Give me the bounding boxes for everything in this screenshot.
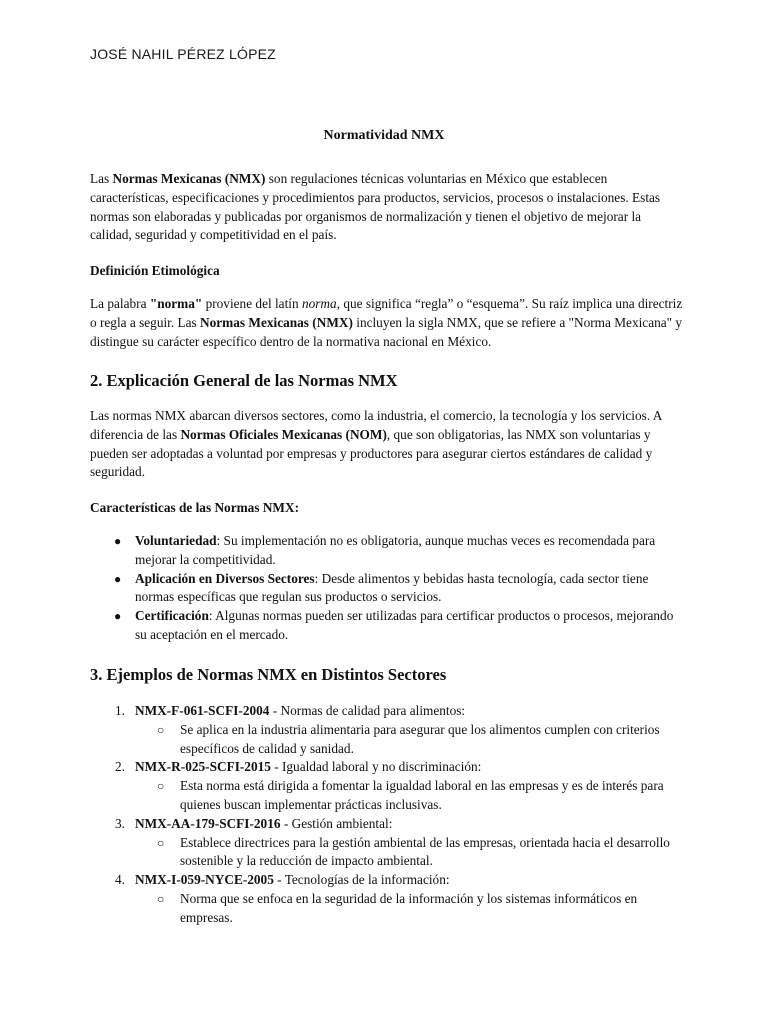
sub-list-item xyxy=(90,834,685,872)
intro-bold-term: Normas Mexicanas (NMX) xyxy=(112,171,266,186)
bullet-icon: ● xyxy=(114,571,122,586)
circle-bullet-icon: ○ xyxy=(157,779,165,794)
sub-item-text: Esta norma está dirigida a fomentar la igualdad laboral en las empresas y es de interés para quienes buscan implementar prácticas inclusivas. xyxy=(180,778,664,812)
sub-item-text: Norma que se enfoca en la seguridad de la información y los sistemas informáticos en empresas. xyxy=(180,890,638,925)
norm-code: NMX-I-059-NYCE-2005 xyxy=(135,872,274,888)
list-item xyxy=(90,532,685,570)
norm-description: - Tecnologías de la información: xyxy=(273,872,450,888)
list-item-text: : Algunas normas pueden ser utilizadas para certificar productos o procesos, mejorando su aceptación en el mercado. xyxy=(135,608,674,642)
etymology-paragraph xyxy=(90,295,685,351)
list-item xyxy=(90,570,685,608)
norm-description: - Igualdad laboral y no discriminación: xyxy=(270,759,482,775)
list-item xyxy=(90,758,685,814)
section-2-paragraph xyxy=(90,407,685,482)
etymology-heading: Definición Etimológica xyxy=(90,263,220,278)
norm-code: NMX-F-061-SCFI-2004 xyxy=(135,703,270,718)
intro-text: Las xyxy=(90,171,113,186)
section-2-text-rest: , que son obligatorias, las NMX son voluntarias y pueden ser adoptadas a voluntad por empresas y productores para asegurar ciertos estándares de calidad y seguridad. xyxy=(90,426,653,480)
list-item xyxy=(90,607,685,645)
list-item-text: : Desde alimentos y bebidas hasta tecnología, cada sector tiene normas específicas que regulan sus productos o servicios. xyxy=(135,570,649,605)
etymology-text: incluyen la sigla NMX, que se refiere a "Norma Mexicana" y distingue su carácter específico dentro de la normativa nacional en México. xyxy=(90,314,683,349)
intro-paragraph xyxy=(90,170,685,245)
list-item-term: Aplicación en Diversos Sectores xyxy=(135,570,315,586)
examples-list xyxy=(90,702,685,928)
circle-bullet-icon: ○ xyxy=(157,835,165,850)
list-item-term: Certificación xyxy=(135,608,209,624)
bullet-icon: ● xyxy=(114,534,122,548)
section-2-bold-nom: Normas Oficiales Mexicanas (NOM) xyxy=(180,426,387,442)
author-name: JOSÉ NAHIL PÉREZ LÓPEZ xyxy=(90,46,276,62)
sub-list-item xyxy=(90,890,685,928)
list-item-number: 1. xyxy=(115,703,125,718)
list-item xyxy=(90,871,685,927)
list-item xyxy=(90,815,685,871)
section-2-heading: 2. Explicación General de las Normas NMX xyxy=(90,371,398,390)
list-item-text: : Su implementación no es obligatoria, aunque muchas veces es recomendada para mejorar la competitividad. xyxy=(135,533,656,567)
etymology-bold-norma: "norma" xyxy=(149,296,203,311)
list-item-number: 3. xyxy=(115,815,125,831)
document-title: Normatividad NMX xyxy=(323,128,445,143)
circle-bullet-icon: ○ xyxy=(157,891,165,906)
etymology-bold-nmx: Normas Mexicanas (NMX) xyxy=(200,314,353,330)
etymology-italic-norma: norma xyxy=(301,296,337,311)
list-item-term: Voluntariedad xyxy=(135,533,217,548)
norm-code: NMX-AA-179-SCFI-2016 xyxy=(135,815,281,831)
sub-list-item xyxy=(90,721,685,759)
norm-code: NMX-R-025-SCFI-2015 xyxy=(135,759,271,775)
sub-item-text: Establece directrices para la gestión ambiental de las empresas, orientada hacia el desarrollo sostenible y la reducción de impacto ambiental. xyxy=(180,834,670,869)
etymology-text: La palabra xyxy=(90,296,150,311)
intro-text-rest: son regulaciones técnicas voluntarias en México que establecen características, especificaciones y procedimientos para productos, servicios, procesos o instalaciones. Estas normas son elaboradas y publicadas por organismos de normalización y tienen el objetivo de mejorar la calidad, seguridad y competitividad en el país. xyxy=(90,171,661,243)
characteristics-heading: Características de las Normas NMX: xyxy=(90,500,299,515)
characteristics-list xyxy=(90,532,685,645)
circle-bullet-icon: ○ xyxy=(157,722,165,737)
list-item-number: 2. xyxy=(115,759,125,775)
sub-list-item xyxy=(90,777,685,815)
bullet-icon: ● xyxy=(114,609,122,624)
list-item-number: 4. xyxy=(115,872,125,888)
norm-description: - Gestión ambiental: xyxy=(280,815,393,831)
etymology-text: proviene del latín xyxy=(202,296,302,311)
etymology-text: , que significa “regla” o “esquema”. Su raíz implica una directriz o regla a seguir. Las xyxy=(90,296,683,330)
list-item xyxy=(90,702,685,758)
sub-item-text: Se aplica en la industria alimentaria para asegurar que los alimentos cumplen con criterios específicos de calidad y sanidad. xyxy=(180,721,660,756)
section-2-text: Las normas NMX abarcan diversos sectores, como la industria, el comercio, la tecnología y los servicios. A diferencia de las xyxy=(90,408,662,442)
norm-description: - Normas de calidad para alimentos: xyxy=(269,703,466,718)
section-3-heading: 3. Ejemplos de Normas NMX en Distintos Sectores xyxy=(90,665,447,684)
